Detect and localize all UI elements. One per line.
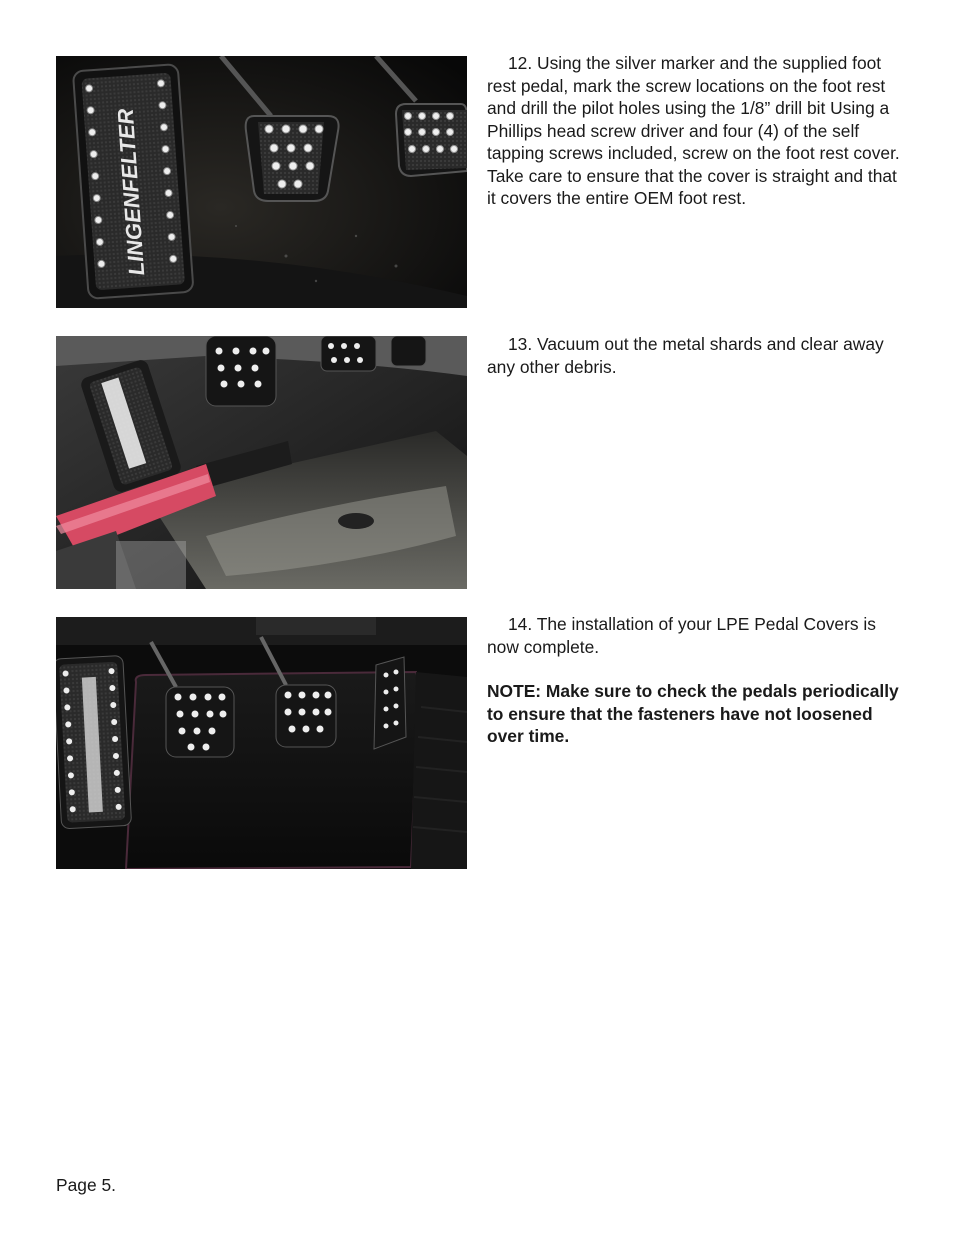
photo-step-12 bbox=[56, 56, 467, 308]
completed-install-photo bbox=[56, 617, 467, 869]
vacuum-photo bbox=[56, 336, 467, 589]
photo-step-13 bbox=[56, 336, 467, 589]
page-number: Page 5. bbox=[56, 1175, 116, 1195]
logo-text: LINGENFELTER bbox=[112, 107, 150, 277]
step-12 bbox=[487, 52, 902, 210]
photo-step-14 bbox=[56, 617, 467, 869]
step-13 bbox=[487, 333, 902, 378]
step-13-text: 13. Vacuum out the metal shards and clear away any other debris. bbox=[487, 334, 884, 377]
foot-rest-pedals-photo bbox=[56, 56, 467, 308]
step-14 bbox=[487, 613, 902, 748]
step-14-note: NOTE: Make sure to check the pedals periodically to ensure that the fasteners have not loosened over time. bbox=[487, 681, 899, 746]
step-12-text: 12. Using the silver marker and the supplied foot rest pedal, mark the screw locations on the foot rest and drill the pilot holes using the 1/8” drill bit Using a Phillips head screw driver and four (4) of the self tapping screws included, screw on the foot rest cover. Take care to ensure that the cover is straight and that it covers the entire OEM foot rest. bbox=[487, 53, 900, 208]
step-14-text: 14. The installation of your LPE Pedal Covers is now complete. bbox=[487, 614, 876, 657]
